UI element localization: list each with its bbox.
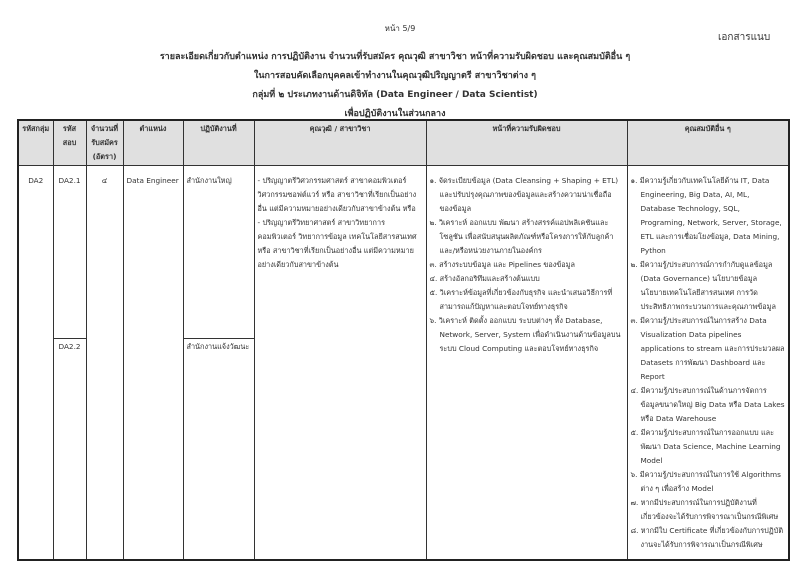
table-row [18,166,789,339]
exam-code: DA2.1 [53,166,86,339]
duty-item: ๖. วิเคราะห์ ติดตั้ง ออกแบบ ระบบต่างๆ ทั้ง Database, Network, Server, System เพื่อดำเนินงานด้านข้อมูลบนระบบ Cloud Computing และตอบโจทย์ทางธุรกิจ [429,316,621,353]
title-line: เพื่อปฏิบัติงานในส่วนกลาง [344,109,446,119]
header-location: ปฏิบัติงานที่ [183,120,254,166]
header-duties: หน้าที่ความรับผิดชอบ [426,120,627,166]
qualification-item: - ปริญญาตรีวิทยาศาสตร์ สาขาวิทยาการคอมพิวเตอร์ วิทยาการข้อมูล เทคโนโลยีสารสนเทศ หรือ สาขาวิชาที่เรียกเป็นอย่างอื่น แต่มีความหมายอย่างเดียวกับสาขาข้างต้น [257,218,417,269]
title-line: ในการสอบคัดเลือกบุคคลเข้าทำงานในคุณวุฒิปริญญาตรี สาขาวิชาต่าง ๆ [253,71,537,81]
title-line: รายละเอียดเกี่ยวกับตำแหน่ง การปฏิบัติงาน จำนวนที่รับสมัคร คุณวุฒิ สาขาวิชา หน้าที่ความรับผิดชอบ และคุณสมบัติอื่น ๆ [159,52,631,62]
header-qualifications: คุณวุฒิ / สาขาวิชา [254,120,426,166]
duties [426,166,627,561]
position-details-table [17,119,790,561]
duty-item: ๒. วิเคราะห์ ออกแบบ พัฒนา สร้างสรรค์แอปพลิเคชันและโซลูชัน เพื่อสนับสนุนผลิตภัณฑ์หรือโครงการให้กับลูกค้าและ/หรือหน่วยงานภายในองค์กร [429,218,614,255]
qualification-item: - ปริญญาตรีวิศวกรรมศาสตร์ สาขาคอมพิวเตอร์ วิศวกรรมซอฟต์แวร์ หรือ สาขาวิชาที่เรียกเป็นอย่างอื่น แต่มีความหมายอย่างเดียวกับสาขาข้างต้น หรือ [257,176,417,213]
location: สำนักงานแจ้งวัฒนะ [183,339,254,561]
other-qualification-item: ๗. หากมีประสบการณ์ในการปฏิบัติงานที่เกี่ยวข้องจะได้รับการพิจารณาเป็นกรณีพิเศษ [630,498,779,521]
location: สำนักงานใหญ่ [183,166,254,339]
qualifications [254,166,426,561]
duty-item: ๕. วิเคราะห์ข้อมูลที่เกี่ยวข้องกับธุรกิจ และนำเสนอวิธีการที่สามารถแก้ปัญหาและตอบโจทย์ทางธุรกิจ [429,288,613,311]
duty-item: ๑. จัดระเบียบข้อมูล (Data Cleansing + Shaping + ETL) และปรับปรุงคุณภาพของข้อมูลและสร้างความน่าเชื่อถือของข้อมูล [429,176,619,213]
duty-item: ๓. สร้างระบบข้อมูล และ Pipelines ของข้อมูล [429,260,575,269]
document-titles [0,48,790,124]
header-count: จำนวนที่รับสมัคร (อัตรา) [86,120,123,166]
title-line: กลุ่มที่ ๒ ประเภทงานด้านดิจิทัล (Data Engineer / Data Scientist) [252,90,538,100]
other-qualifications [627,166,789,561]
header-position: ตำแหน่ง [123,120,183,166]
page-number: หน้า 5/9 [384,24,416,33]
duty-item: ๔. สร้างอัลกอริทึมและสร้างต้นแบบ [429,274,540,283]
other-qualification-item: ๔. มีความรู้/ประสบการณ์ในด้านการจัดการข้อมูลขนาดใหญ่ Big Data หรือ Data Lakes หรือ Data Warehouse [630,386,785,423]
header-other-qualifications: คุณสมบัติอื่น ๆ [627,120,789,166]
position: Data Engineer [123,166,183,561]
exam-code: DA2.2 [53,339,86,561]
other-qualification-item: ๕. มีความรู้/ประสบการณ์ในการออกแบบ และพัฒนา Data Science, Machine Learning Model [630,428,781,465]
count: ๔ [86,166,123,561]
other-qualification-item: ๑. มีความรู้เกี่ยวกับเทคโนโลยีด้าน IT, Data Engineering, Big Data, AI, ML, Database Technology, SQL, Programing, Network, Server, Storage, ETL และการเชื่อมโยงข้อมูล, Data Mining, Python [630,176,782,255]
other-qualification-item: ๘. หากมีใบ Certificate ที่เกี่ยวข้องกับการปฏิบัติงานจะได้รับการพิจารณาเป็นกรณีพิเศษ [630,526,784,549]
table-header-row [18,120,789,166]
header-group-code: รหัสกลุ่ม [18,120,53,166]
header-exam-code: รหัสสอบ [53,120,86,166]
other-qualification-item: ๒. มีความรู้/ประสบการณ์การกำกับดูแลข้อมูล (Data Governance) นโยบายข้อมูล นโยบายเทคโนโลยีสารสนเทศ การวัดประสิทธิภาพกระบวนการและคุณภาพข้อมูล [630,260,776,311]
group-code: DA2 [18,166,53,561]
attachment-label: เอกสารแนบ [718,32,771,43]
other-qualification-item: ๖. มีความรู้/ประสบการณ์ในการใช้ Algorithms ต่าง ๆ เพื่อสร้าง Model [630,470,781,493]
other-qualification-item: ๓. มีความรู้/ประสบการณ์ในการสร้าง Data Visualization Data pipelines applications to stream และการประมวลผล Datasets การพัฒนา Dashboard และ Report [630,316,785,381]
